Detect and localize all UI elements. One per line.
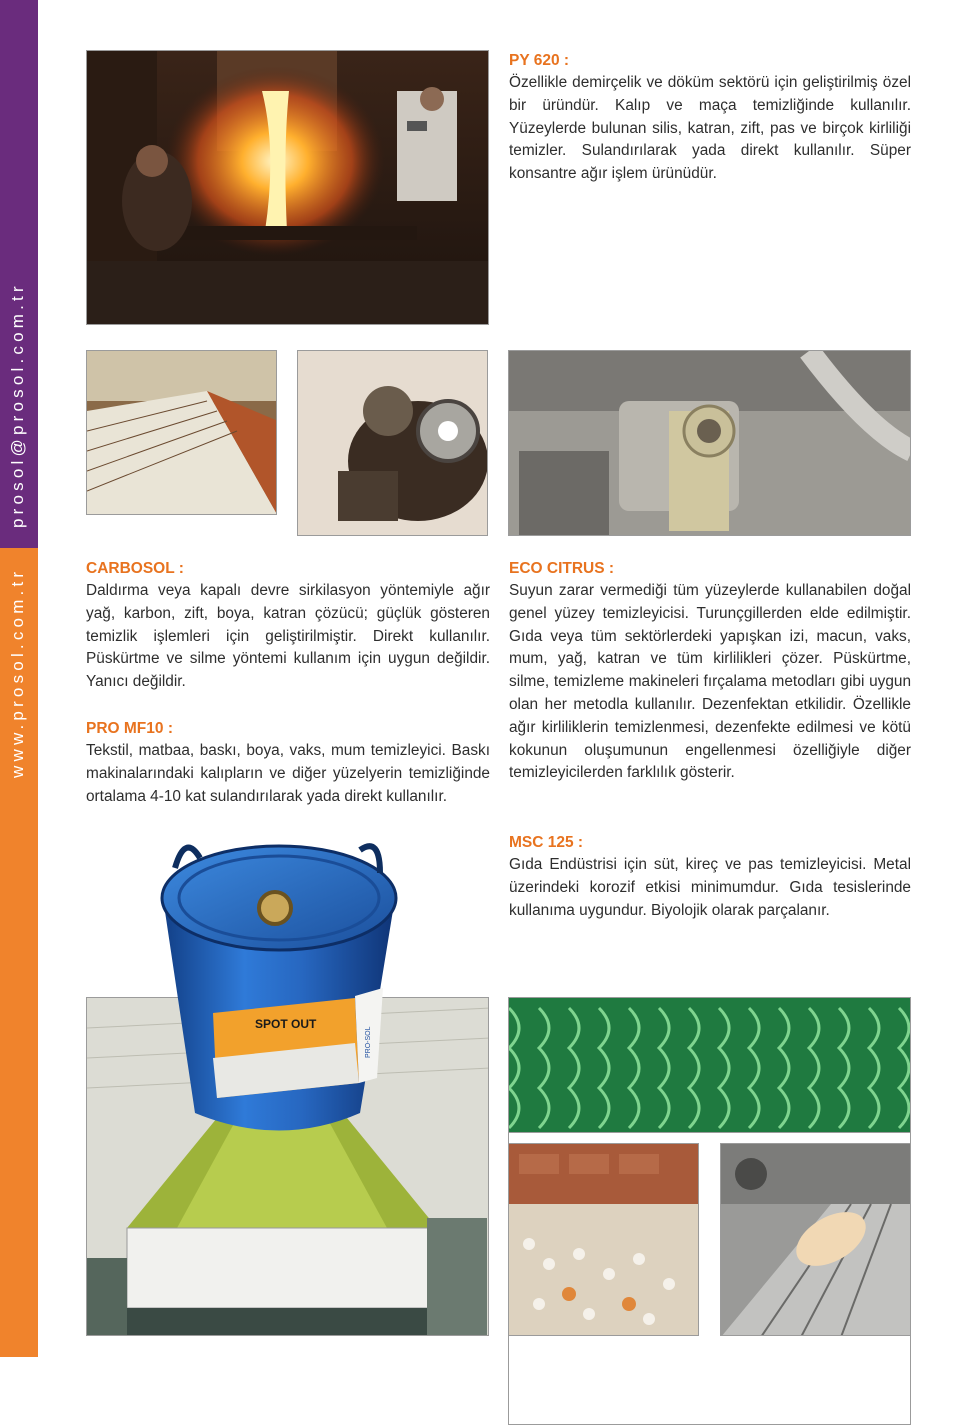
sidebar-website: www.prosol.com.tr bbox=[8, 567, 27, 778]
py620-text: Özellikle demirçelik ve döküm sektörü için geliştirilmiş özel bir üründür. Kalıp ve maça temizliğinde kullanılır. Yüzeylerde bulunan silis, katran, zift, pas ve birçok kirliliği temizler. Sulandırılarak yada direkt kullanılır. Süper konsantre ağır işlem ürünüdür. bbox=[509, 74, 911, 183]
carbosol-title: CARBOSOL : bbox=[86, 560, 184, 577]
bucket-label-title: SPOT OUT bbox=[255, 1017, 317, 1031]
ecocitrus-title: ECO CITRUS : bbox=[509, 560, 615, 577]
foundry-photo bbox=[86, 50, 489, 325]
msc125-title: MSC 125 : bbox=[509, 834, 584, 851]
ecocitrus-text: Suyun zarar vermediği tüm yüzeylerde kullanabilen doğal genel yüzey temizleyicisi. Turunçgillerden elde edilmiştir. Gıda veya tüm sektörlerdeki yapışkan izi, macun, vaks, mum, yağ, katran ve tüm kirlilikleri çözer. Püskürtme, silme, temizleme makineleri fırçalama metodları gibi uygun olan her metodla kullanılır. Dezenfektan etkilidir. Özellikle ağır kirliliklerin temizlenmesi, dezenfekte edilmesi ve kötü kokunun oluşumunun engellenmesi özelliğiyle diğer temizleyicilerden farklılık gösterir. bbox=[509, 582, 911, 782]
gears-photo bbox=[297, 350, 488, 536]
engine-photo bbox=[508, 350, 911, 536]
promf10-text: Tekstil, matbaa, baskı, boya, vaks, mum temizleyici. Baskı makinalarındaki kalıpların ve diğer yüzelyerin temizliğinde ortalama 4-10 kat sulandırılarak yada direkt kullanılır. bbox=[86, 742, 490, 805]
msc125-text: Gıda Endüstrisi için süt, kireç ve pas temizleyicisi. Metal üzerindeki korozif etkisi minimumdur. Gıda tesislerinde kullanıma uygundur. Biyolojik olarak parçalanır. bbox=[509, 856, 911, 919]
textile-photo bbox=[86, 350, 277, 515]
pad-panel-photo bbox=[508, 997, 911, 1133]
carbosol-text: Daldırma veya kapalı devre sirkilasyon yöntemiyle ağır yağ, karbon, zift, boya, katran çözücü; güçlük gösteren temizlik işlemleri için geliştirilmiştir. Direkt kullanılır. Püskürtme ve silme yöntemi kullanım için uygun değildir. Yanıcı değildir. bbox=[86, 582, 490, 691]
bucket-side-text: PRO-SOL bbox=[365, 1026, 372, 1058]
sidebar-email: prosol@prosol.com.tr bbox=[8, 282, 27, 528]
poultry-farm-photo bbox=[508, 1143, 699, 1336]
chicken-processing-photo bbox=[720, 1143, 911, 1336]
py620-title: PY 620 : bbox=[509, 52, 570, 69]
promf10-title: PRO MF10 : bbox=[86, 720, 173, 737]
product-bucket bbox=[155, 828, 405, 1143]
